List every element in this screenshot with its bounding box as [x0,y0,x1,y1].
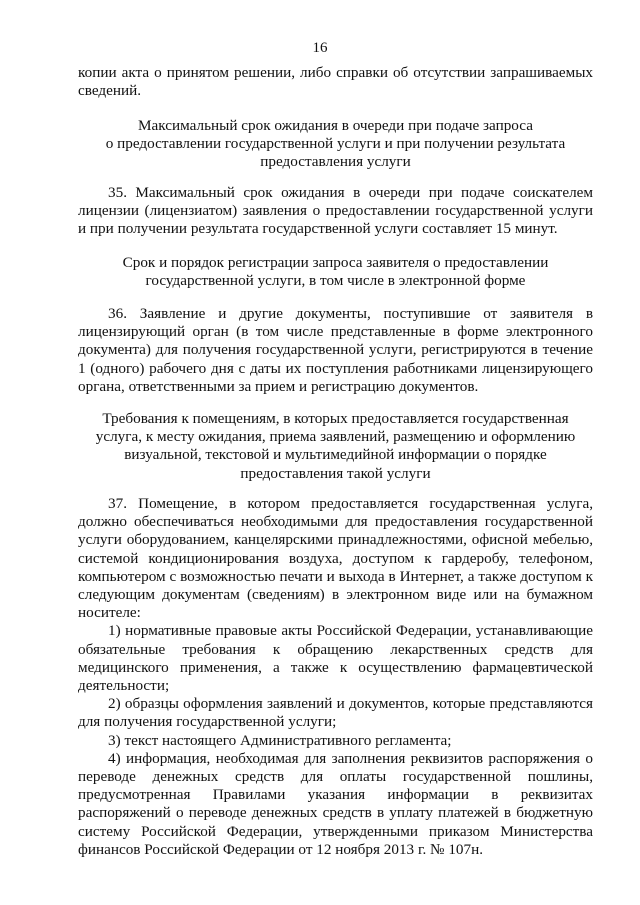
heading-line: предоставления услуги [260,153,411,171]
list-item: 4) информация, необходимая для заполнения реквизитов распоряжения о переводе денежных средств для оплаты государственной пошлины, предусмотренная Правилами указания информации в реквизитах распоряжений о переводе денежных средств в уплату платежей в бюджетную систему Российской Федерации, утвержденными приказом Министерства финансов Российской Федерации от 12 ноября 2013 г. № 107н. [78,749,593,858]
intro-paragraph: копии акта о принятом решении, либо справки об отсутствии запрашиваемых сведений. [78,64,593,100]
paragraph-37: 37. Помещение, в котором предоставляется государственная услуга, должно обеспечиваться необходимыми для предоставления государственной услуги оборудованием, канцелярскими принадлежностями, офисной мебелью, системой кондиционирования воздуха, доступом к гардеробу, телефоном, компьютером с возможностью печати и выхода в Интернет, а также доступом к следующим документам (сведениям) в электронном виде или на бумажном носителе: [78,495,593,622]
paragraph-35: 35. Максимальный срок ожидания в очереди при подаче соискателем лицензии (лицензиатом) заявления о предоставлении государственной услуги и при получении результата государственной услуги составляет 15 минут. [78,184,593,238]
heading-line: о предоставлении государственной услуги и при получении результата [105,135,566,153]
heading-line: предоставления такой услуги [240,464,431,482]
heading-premises-requirements [78,410,593,483]
list-item: 3) текст настоящего Административного регламента; [108,731,452,749]
heading-queue-wait-time [78,117,593,172]
list-item: 1) нормативные правовые акты Российской Федерации, устанавливающие обязательные требования к обращению лекарственных средств для медицинского применения, а также к осуществлению фармацевтической деятельности; [78,622,593,695]
heading-line: визуальной, текстовой и мультимедийной информации о порядке [124,446,547,464]
paragraph-36: 36. Заявление и другие документы, поступившие от заявителя в лицензирующий орган (в том числе представленные в форме электронного документа) для получения государственной услуги, регистрируются в течение 1 (одного) рабочего дня с даты их поступления работниками лицензирующего органа, ответственными за прием и регистрацию документов. [78,305,593,395]
heading-line: Требования к помещениям, в которых предоставляется государственная [102,410,569,427]
heading-line: государственной услуги, в том числе в электронной форме [145,272,526,290]
heading-line: услуга, к месту ожидания, приема заявлений, размещению и оформлению [95,428,576,446]
list-item: 2) образцы оформления заявлений и документов, которые представляются для получения государственной услуги; [78,695,593,731]
page-number: 16 [312,40,328,56]
paragraph-37-section [78,495,593,859]
heading-line: Срок и порядок регистрации запроса заявителя о предоставлении [122,254,549,271]
heading-registration [78,254,593,290]
heading-line: Максимальный срок ожидания в очереди при подаче запроса [138,117,533,134]
